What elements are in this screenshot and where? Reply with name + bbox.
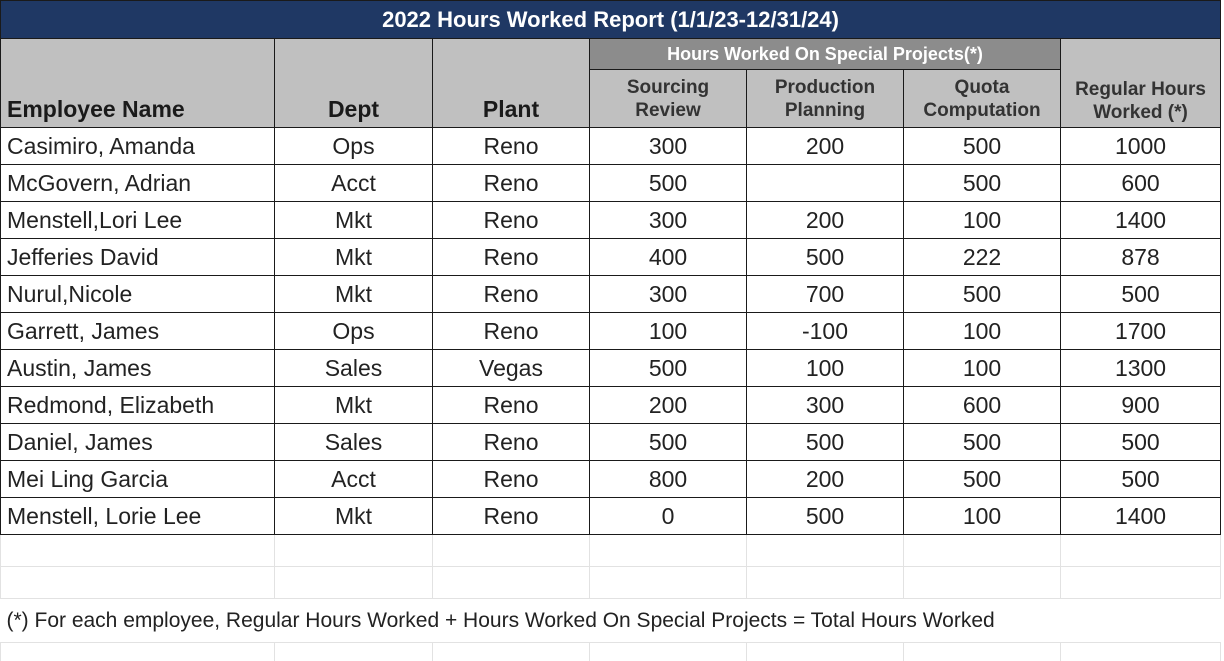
- plant-cell[interactable]: Reno: [433, 461, 590, 498]
- empty-cell[interactable]: [275, 567, 433, 599]
- table-row: [1, 424, 1221, 461]
- col-header-regular-line1: Regular Hours: [1075, 79, 1206, 100]
- col-header-production-line1: Production: [774, 76, 876, 98]
- plant-cell[interactable]: Reno: [433, 202, 590, 239]
- dept-cell[interactable]: Mkt: [275, 276, 433, 313]
- production-cell[interactable]: -100: [747, 313, 904, 350]
- production-cell[interactable]: 200: [747, 461, 904, 498]
- quota-cell[interactable]: 500: [904, 276, 1061, 313]
- quota-cell[interactable]: 500: [904, 461, 1061, 498]
- regular-hours-cell[interactable]: 500: [1061, 276, 1221, 313]
- empty-cell[interactable]: [747, 535, 904, 567]
- col-header-regular-line2: Worked (*): [1093, 102, 1188, 123]
- col-header-production[interactable]: [747, 70, 904, 128]
- empty-cell[interactable]: [590, 643, 747, 661]
- plant-cell[interactable]: Reno: [433, 276, 590, 313]
- table-row: [1, 202, 1221, 239]
- employee-name-cell[interactable]: McGovern, Adrian: [1, 165, 275, 202]
- production-cell[interactable]: 200: [747, 202, 904, 239]
- table-row: [1, 165, 1221, 202]
- empty-cell[interactable]: [1, 643, 275, 661]
- table-row: [1, 128, 1221, 165]
- empty-cell[interactable]: [275, 643, 433, 661]
- empty-cell[interactable]: [747, 643, 904, 661]
- empty-cell[interactable]: [590, 535, 747, 567]
- production-cell[interactable]: 500: [747, 239, 904, 276]
- plant-cell[interactable]: Vegas: [433, 350, 590, 387]
- plant-cell[interactable]: Reno: [433, 387, 590, 424]
- table-row: [1, 461, 1221, 498]
- quota-cell[interactable]: 222: [904, 239, 1061, 276]
- empty-row: [1, 535, 1221, 567]
- col-header-employee[interactable]: Employee Name: [1, 39, 275, 128]
- report-title[interactable]: 2022 Hours Worked Report (1/1/23-12/31/24): [1, 1, 1221, 39]
- col-header-quota-line1: Quota: [954, 76, 1010, 98]
- regular-hours-cell[interactable]: 900: [1061, 387, 1221, 424]
- employee-name-cell[interactable]: Mei Ling Garcia: [1, 461, 275, 498]
- production-cell[interactable]: 100: [747, 350, 904, 387]
- regular-hours-cell[interactable]: 878: [1061, 239, 1221, 276]
- dept-cell[interactable]: Ops: [275, 128, 433, 165]
- employee-name-cell[interactable]: Redmond, Elizabeth: [1, 387, 275, 424]
- sourcing-cell[interactable]: 400: [590, 239, 747, 276]
- production-cell[interactable]: 500: [747, 424, 904, 461]
- sourcing-cell[interactable]: 500: [590, 350, 747, 387]
- dept-cell[interactable]: Acct: [275, 461, 433, 498]
- table-row: [1, 498, 1221, 535]
- dept-cell[interactable]: Mkt: [275, 498, 433, 535]
- production-cell[interactable]: [747, 165, 904, 202]
- production-cell[interactable]: 700: [747, 276, 904, 313]
- regular-hours-cell[interactable]: 1000: [1061, 128, 1221, 165]
- sourcing-cell[interactable]: 300: [590, 128, 747, 165]
- col-header-sourcing[interactable]: [590, 70, 747, 128]
- title-row: [1, 1, 1221, 39]
- empty-cell[interactable]: [433, 535, 590, 567]
- sourcing-cell[interactable]: 0: [590, 498, 747, 535]
- quota-cell[interactable]: 500: [904, 165, 1061, 202]
- table-row: [1, 387, 1221, 424]
- dept-cell[interactable]: Mkt: [275, 202, 433, 239]
- empty-cell[interactable]: [1, 567, 275, 599]
- quota-cell[interactable]: 100: [904, 498, 1061, 535]
- plant-cell[interactable]: Reno: [433, 424, 590, 461]
- empty-row: [1, 643, 1221, 661]
- sourcing-cell[interactable]: 800: [590, 461, 747, 498]
- special-projects-header[interactable]: Hours Worked On Special Projects(*): [590, 39, 1061, 70]
- table-row: [1, 350, 1221, 387]
- empty-cell[interactable]: [275, 535, 433, 567]
- dept-cell[interactable]: Sales: [275, 350, 433, 387]
- dept-cell[interactable]: Sales: [275, 424, 433, 461]
- plant-cell[interactable]: Reno: [433, 239, 590, 276]
- regular-hours-cell[interactable]: 600: [1061, 165, 1221, 202]
- employee-name-cell[interactable]: Garrett, James: [1, 313, 275, 350]
- employee-name-cell[interactable]: Jefferies David: [1, 239, 275, 276]
- empty-cell[interactable]: [590, 567, 747, 599]
- dept-cell[interactable]: Mkt: [275, 387, 433, 424]
- sourcing-cell[interactable]: 200: [590, 387, 747, 424]
- production-cell[interactable]: 300: [747, 387, 904, 424]
- quota-cell[interactable]: 500: [904, 128, 1061, 165]
- empty-cell[interactable]: [747, 567, 904, 599]
- empty-cell[interactable]: [1, 535, 275, 567]
- production-cell[interactable]: 500: [747, 498, 904, 535]
- production-cell[interactable]: 200: [747, 128, 904, 165]
- col-header-plant[interactable]: Plant: [433, 39, 590, 128]
- col-header-sourcing-line2: Review: [635, 99, 701, 121]
- table-row: [1, 239, 1221, 276]
- employee-name-cell[interactable]: Daniel, James: [1, 424, 275, 461]
- header-row-1: [1, 39, 1221, 70]
- col-header-regular[interactable]: [1061, 39, 1221, 128]
- table-row: [1, 313, 1221, 350]
- table-row: [1, 276, 1221, 313]
- quota-cell[interactable]: 100: [904, 313, 1061, 350]
- empty-row: [1, 567, 1221, 599]
- sourcing-cell[interactable]: 500: [590, 424, 747, 461]
- plant-cell[interactable]: Reno: [433, 498, 590, 535]
- employee-name-cell[interactable]: Menstell,Lori Lee: [1, 202, 275, 239]
- regular-hours-cell[interactable]: 1400: [1061, 202, 1221, 239]
- empty-cell[interactable]: [904, 567, 1061, 599]
- empty-cell[interactable]: [433, 643, 590, 661]
- dept-cell[interactable]: Acct: [275, 165, 433, 202]
- sourcing-cell[interactable]: 300: [590, 276, 747, 313]
- employee-name-cell[interactable]: Austin, James: [1, 350, 275, 387]
- quota-cell[interactable]: 100: [904, 350, 1061, 387]
- col-header-quota-line2: Computation: [923, 99, 1041, 121]
- plant-cell[interactable]: Reno: [433, 165, 590, 202]
- plant-cell[interactable]: Reno: [433, 128, 590, 165]
- empty-cell[interactable]: [433, 567, 590, 599]
- empty-cell[interactable]: [1061, 643, 1221, 661]
- empty-cell[interactable]: [1061, 535, 1221, 567]
- employee-name-cell[interactable]: Menstell, Lorie Lee: [1, 498, 275, 535]
- sourcing-cell[interactable]: 500: [590, 165, 747, 202]
- footnote[interactable]: (*) For each employee, Regular Hours Worked + Hours Worked On Special Projects = Total Hours Worked: [1, 599, 1221, 643]
- col-header-production-line2: Planning: [784, 99, 866, 121]
- regular-hours-cell[interactable]: 1400: [1061, 498, 1221, 535]
- employee-name-cell[interactable]: Casimiro, Amanda: [1, 128, 275, 165]
- quota-cell[interactable]: 500: [904, 424, 1061, 461]
- sourcing-cell[interactable]: 300: [590, 202, 747, 239]
- employee-name-cell[interactable]: Nurul,Nicole: [1, 276, 275, 313]
- footnote-row: [1, 599, 1221, 643]
- empty-cell[interactable]: [904, 535, 1061, 567]
- regular-hours-cell[interactable]: 500: [1061, 461, 1221, 498]
- quota-cell[interactable]: 600: [904, 387, 1061, 424]
- dept-cell[interactable]: Ops: [275, 313, 433, 350]
- col-header-dept[interactable]: Dept: [275, 39, 433, 128]
- regular-hours-cell[interactable]: 1700: [1061, 313, 1221, 350]
- empty-cell[interactable]: [904, 643, 1061, 661]
- col-header-quota[interactable]: [904, 70, 1061, 128]
- col-header-sourcing-line1: Sourcing: [626, 76, 710, 98]
- sourcing-cell[interactable]: 100: [590, 313, 747, 350]
- regular-hours-cell[interactable]: 1300: [1061, 350, 1221, 387]
- regular-hours-cell[interactable]: 500: [1061, 424, 1221, 461]
- quota-cell[interactable]: 100: [904, 202, 1061, 239]
- empty-cell[interactable]: [1061, 567, 1221, 599]
- plant-cell[interactable]: Reno: [433, 313, 590, 350]
- dept-cell[interactable]: Mkt: [275, 239, 433, 276]
